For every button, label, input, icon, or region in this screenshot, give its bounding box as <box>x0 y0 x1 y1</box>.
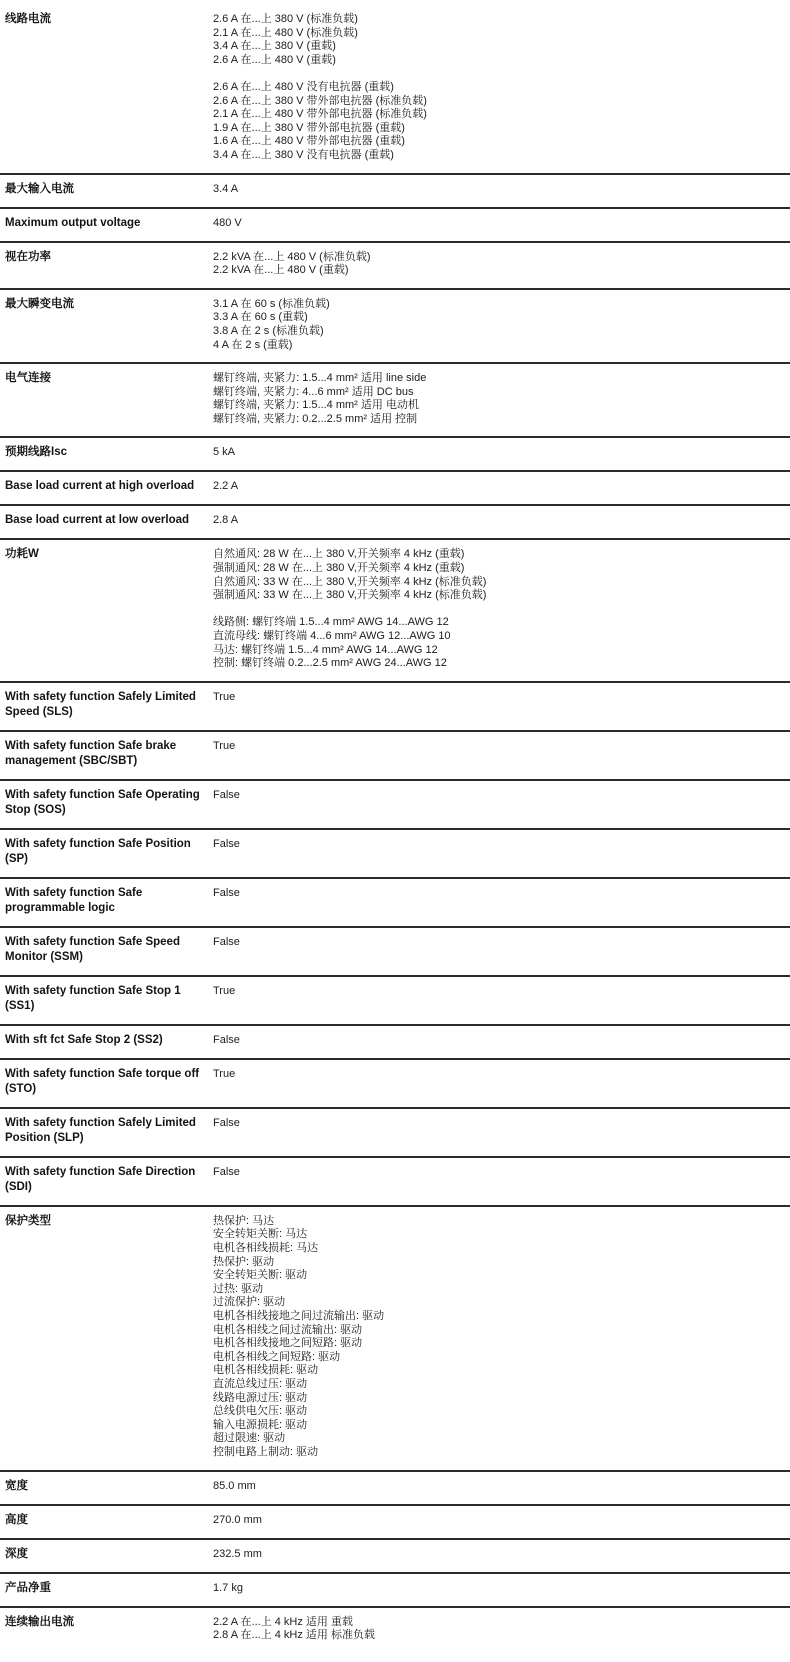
spec-value-line: 85.0 mm <box>213 1479 256 1492</box>
spec-values <box>213 1615 790 1643</box>
spec-value-line: 自然通风: 33 W 在...上 380 V,开关频率 4 kHz (标准负载) <box>213 575 487 588</box>
spec-label: With safety function Safe programmable logic <box>5 886 143 914</box>
spec-value-line: 4 A 在 2 s (重载) <box>213 338 293 351</box>
spec-value-line: 直流总线过压: 驱动 <box>213 1377 308 1390</box>
spec-value-line: 总线供电欠压: 驱动 <box>213 1405 308 1418</box>
spec-values <box>213 739 790 754</box>
spec-values <box>213 182 790 197</box>
spec-values <box>213 513 790 528</box>
spec-label: Maximum output voltage <box>5 216 141 229</box>
spec-row <box>0 472 790 506</box>
spec-values <box>213 1479 790 1494</box>
spec-row <box>0 1109 790 1158</box>
spec-value-line: 螺钉终端, 夹紧力: 4...6 mm² 适用 DC bus <box>213 385 414 398</box>
spec-value-line: 螺钉终端, 夹紧力: 1.5...4 mm² 适用 电动机 <box>213 399 419 412</box>
spec-label: With safety function Safe Stop 1 (SS1) <box>5 984 181 1012</box>
spec-label: With safety function Safely Limited Speed (SLS) <box>5 690 196 718</box>
spec-value-line: 电机各相线损耗: 驱动 <box>213 1364 319 1377</box>
spec-label: 最大瞬变电流 <box>5 297 74 310</box>
spec-values <box>213 547 790 670</box>
spec-label: 保护类型 <box>5 1214 51 1227</box>
spec-value-line: 电机各相线之间短路: 驱动 <box>213 1350 341 1363</box>
spec-value-line: 2.6 A 在...上 380 V 带外部电抗器 (标准负载) <box>213 94 427 107</box>
spec-value-line: False <box>213 935 240 948</box>
spec-row <box>0 781 790 830</box>
spec-values <box>213 837 790 852</box>
spec-values <box>213 690 790 705</box>
spec-values <box>213 1581 790 1596</box>
spec-value-line: 3.4 A <box>213 182 239 195</box>
spec-value-line: 270.0 mm <box>213 1513 262 1526</box>
spec-label: 宽度 <box>5 1479 28 1492</box>
spec-value-line: 2.8 A <box>213 514 239 527</box>
spec-label: With safety function Safe brake management (SBC/SBT) <box>5 739 177 767</box>
spec-row <box>0 438 790 472</box>
spec-label: With safety function Safe Direction (SDI) <box>5 1165 196 1193</box>
spec-label: Base load current at high overload <box>5 480 195 493</box>
spec-value-line: 3.3 A 在 60 s (重载) <box>213 311 308 324</box>
spec-row <box>0 243 790 290</box>
spec-row <box>0 1540 790 1574</box>
spec-value-line: 自然通风: 28 W 在...上 380 V,开关频率 4 kHz (重载) <box>213 548 465 561</box>
spec-label: With safety function Safe Operating Stop (SOS) <box>5 788 200 816</box>
spec-value-line: True <box>213 1067 236 1080</box>
spec-row <box>0 1207 790 1472</box>
spec-label: Base load current at low overload <box>5 514 190 527</box>
spec-row <box>0 1574 790 1608</box>
spec-value-line: 1.6 A 在...上 480 V 带外部电抗器 (重载) <box>213 135 405 148</box>
spec-value-line: 输入电源损耗: 驱动 <box>213 1418 308 1431</box>
spec-values <box>213 1513 790 1528</box>
spec-label: 连续输出电流 <box>5 1615 74 1628</box>
spec-row <box>0 879 790 928</box>
spec-label: With safety function Safe torque off (STO) <box>5 1067 200 1095</box>
spec-row <box>0 830 790 879</box>
spec-values <box>213 1547 790 1562</box>
spec-value-line: 480 V <box>213 216 242 229</box>
spec-values <box>213 935 790 950</box>
spec-value-line: 线路电源过压: 驱动 <box>213 1391 308 1404</box>
spec-value-line: 2.2 kVA 在...上 480 V (标准负载) <box>213 250 371 263</box>
spec-label: With safety function Safe Speed Monitor (SSM) <box>5 935 180 963</box>
spec-value-line: 安全转矩关断: 驱动 <box>213 1269 308 1282</box>
spec-value-line: 控制: 螺钉终端 0.2...2.5 mm² AWG 24...AWG 12 <box>213 657 447 670</box>
spec-value-line: 3.1 A 在 60 s (标准负载) <box>213 297 330 310</box>
spec-values <box>213 216 790 231</box>
spec-value-line: 2.2 A 在...上 4 kHz 适用 重载 <box>213 1615 353 1628</box>
spec-row <box>0 1158 790 1207</box>
spec-row <box>0 290 790 364</box>
spec-value-line: 2.6 A 在...上 480 V (重载) <box>213 53 336 66</box>
spec-value-line: 电机各相线接地之间短路: 驱动 <box>213 1337 363 1350</box>
spec-values <box>213 886 790 901</box>
value-spacer <box>213 603 790 617</box>
spec-value-line: 热保护: 马达 <box>213 1214 275 1227</box>
spec-label: 产品净重 <box>5 1581 51 1594</box>
spec-value-line: 强制通风: 28 W 在...上 380 V,开关频率 4 kHz (重载) <box>213 562 465 575</box>
spec-row <box>0 1472 790 1506</box>
spec-value-line: 螺钉终端, 夹紧力: 1.5...4 mm² 适用 line side <box>213 372 427 385</box>
spec-values <box>213 297 790 352</box>
spec-value-line: 过流保护: 驱动 <box>213 1296 286 1309</box>
spec-value-line: 螺钉终端, 夹紧力: 0.2...2.5 mm² 适用 控制 <box>213 412 418 425</box>
spec-label: 最大输入电流 <box>5 182 74 195</box>
spec-value-line: 电机各相线之间过流输出: 驱动 <box>213 1323 363 1336</box>
spec-value-line: False <box>213 1033 240 1046</box>
spec-row <box>0 928 790 977</box>
spec-values <box>213 479 790 494</box>
spec-row <box>0 175 790 209</box>
spec-row <box>0 1026 790 1060</box>
spec-label: 高度 <box>5 1513 28 1526</box>
spec-value-line: 2.1 A 在...上 480 V (标准负载) <box>213 26 358 39</box>
spec-value-line: 控制电路上制动: 驱动 <box>213 1445 319 1458</box>
spec-values <box>213 445 790 460</box>
spec-value-line: False <box>213 788 240 801</box>
spec-label: With safety function Safe Position (SP) <box>5 837 191 865</box>
spec-values <box>213 1116 790 1131</box>
spec-label: 电气连接 <box>5 372 51 385</box>
spec-values <box>213 250 790 278</box>
spec-value-line: False <box>213 837 240 850</box>
spec-label: 深度 <box>5 1547 28 1560</box>
spec-row <box>0 1506 790 1540</box>
spec-value-line: 强制通风: 33 W 在...上 380 V,开关频率 4 kHz (标准负载) <box>213 589 487 602</box>
spec-value-line: 过热: 驱动 <box>213 1282 264 1295</box>
spec-value-line: 2.1 A 在...上 480 V 带外部电抗器 (标准负载) <box>213 108 427 121</box>
spec-value-line: 安全转矩关断: 马达 <box>213 1228 308 1241</box>
spec-values <box>213 1067 790 1082</box>
spec-value-line: 2.2 A <box>213 480 239 493</box>
spec-values <box>213 1165 790 1180</box>
spec-values <box>213 984 790 999</box>
spec-value-line: True <box>213 690 236 703</box>
spec-value-line: 2.2 kVA 在...上 480 V (重载) <box>213 264 349 277</box>
spec-value-line: 2.6 A 在...上 380 V (标准负载) <box>213 13 358 25</box>
spec-value-line: 直流母线: 螺钉终端 4...6 mm² AWG 12...AWG 10 <box>213 630 451 643</box>
spec-value-line: 线路侧: 螺钉终端 1.5...4 mm² AWG 14...AWG 12 <box>213 616 449 629</box>
spec-value-line: 2.6 A 在...上 480 V 没有电抗器 (重载) <box>213 80 394 93</box>
spec-value-line: False <box>213 1116 240 1129</box>
spec-value-line: 1.9 A 在...上 380 V 带外部电抗器 (重载) <box>213 121 405 134</box>
spec-label: With sft fct Safe Stop 2 (SS2) <box>5 1033 163 1046</box>
spec-value-line: 热保护: 驱动 <box>213 1255 275 1268</box>
spec-label: 功耗W <box>5 548 39 561</box>
spec-row <box>0 977 790 1026</box>
spec-row <box>0 364 790 438</box>
spec-value-line: True <box>213 984 236 997</box>
spec-value-line: 马达: 螺钉终端 1.5...4 mm² AWG 14...AWG 12 <box>213 643 438 656</box>
spec-label: 预期线路Isc <box>5 446 67 459</box>
spec-row <box>0 683 790 732</box>
spec-label: 视在功率 <box>5 250 51 263</box>
spec-row <box>0 5 790 175</box>
value-spacer <box>213 67 790 81</box>
spec-values <box>213 1033 790 1048</box>
spec-value-line: True <box>213 739 236 752</box>
spec-value-line: 2.8 A 在...上 4 kHz 适用 标准负载 <box>213 1629 375 1642</box>
spec-values <box>213 371 790 426</box>
spec-value-line: 232.5 mm <box>213 1547 262 1560</box>
spec-values <box>213 12 790 163</box>
spec-value-line: 5 kA <box>213 446 236 459</box>
spec-row <box>0 1608 790 1653</box>
spec-value-line: 电机各相线接地之间过流输出: 驱动 <box>213 1309 385 1322</box>
spec-values <box>213 788 790 803</box>
spec-label: With safety function Safely Limited Position (SLP) <box>5 1116 196 1144</box>
spec-value-line: False <box>213 886 240 899</box>
spec-values <box>213 1214 790 1460</box>
spec-value-line: 超过限速: 驱动 <box>213 1432 286 1445</box>
spec-row <box>0 540 790 682</box>
spec-row <box>0 209 790 243</box>
spec-value-line: 电机各相线损耗: 马达 <box>213 1242 319 1254</box>
spec-value-line: 3.4 A 在...上 380 V (重载) <box>213 40 336 53</box>
spec-value-line: 3.8 A 在 2 s (标准负载) <box>213 324 324 337</box>
spec-value-line: 3.4 A 在...上 380 V 没有电抗器 (重载) <box>213 148 394 161</box>
spec-value-line: 1.7 kg <box>213 1581 243 1594</box>
spec-row <box>0 1060 790 1109</box>
spec-label: 线路电流 <box>5 13 51 25</box>
spec-value-line: False <box>213 1165 240 1178</box>
spec-row <box>0 506 790 540</box>
spec-row <box>0 732 790 781</box>
